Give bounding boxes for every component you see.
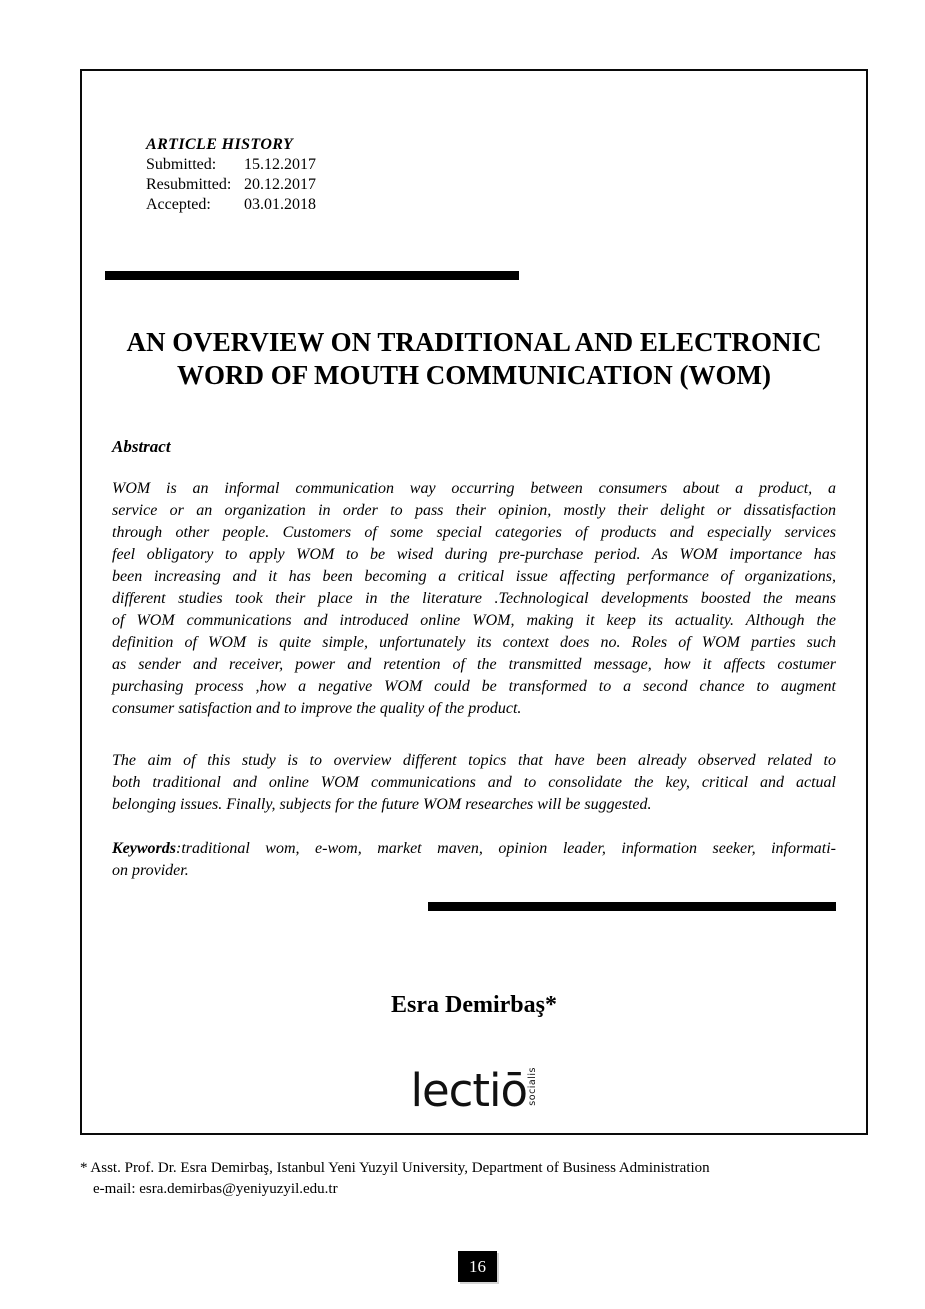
text-line: been increasing and it has been becoming a critical issue affecting performance of organizations,	[112, 568, 836, 585]
submitted-label: Submitted:	[146, 156, 217, 173]
text-line: service or an organization in order to pass their opinion, mostly their delight or dissatisfaction	[112, 502, 836, 519]
footnote-email: e-mail: esra.demirbas@yeniyuzyil.edu.tr	[93, 1181, 338, 1197]
page-number: 16	[469, 1256, 486, 1276]
top-separator-bar	[105, 271, 519, 280]
keywords-label: Keywords	[112, 840, 176, 857]
lectio-socialis-logo	[112, 1061, 836, 1117]
text-line: consumer satisfaction and to improve the quality of the product.	[112, 700, 522, 717]
article-title	[112, 326, 836, 392]
article-history-row-accepted	[146, 195, 836, 215]
text-line: feel obligatory to apply WOM to be wised during pre-purchase period. As WOM importance has	[112, 546, 836, 563]
keywords-line-1	[112, 838, 836, 860]
text-line: as sender and receiver, power and retention of the transmitted message, how it affects costumer	[112, 656, 836, 673]
text-line: through other people. Customers of some special categories of products and especially services	[112, 524, 836, 541]
submitted-date: 15.12.2017	[244, 156, 316, 173]
resubmitted-date: 20.12.2017	[244, 176, 316, 193]
logo-subtext: socialis	[527, 1067, 539, 1106]
text-line: belonging issues. Finally, subjects for the future WOM researches will be suggested.	[112, 796, 652, 813]
text-line: different studies took their place in the literature .Technological developments boosted the means	[112, 590, 836, 607]
bottom-separator-bar	[428, 902, 836, 911]
article-history-row-resubmitted	[146, 175, 836, 195]
author-footnote	[80, 1158, 840, 1200]
text-line: of WOM communications and introduced online WOM, making it keep its actuality. Although the	[112, 612, 836, 629]
abstract-paragraph-2	[112, 750, 836, 816]
footnote-affiliation: * Asst. Prof. Dr. Esra Demirbaş, Istanbul Yeni Yuzyil University, Department of Business Administration	[80, 1160, 710, 1176]
article-history-row-submitted	[146, 155, 836, 175]
text-line: both traditional and online WOM communications and to consolidate the key, critical and actual	[112, 774, 836, 791]
text-line: WOM is an informal communication way occurring between consumers about a product, a	[112, 480, 836, 497]
text-line: definition of WOM is quite simple, unfortunately its context does no. Roles of WOM parties such	[112, 634, 836, 651]
keywords-text: :traditional wom, e-wom, market maven, opinion leader, information seeker, informati-	[176, 840, 836, 857]
accepted-date: 03.01.2018	[244, 196, 316, 213]
keywords-line-2: on provider.	[112, 862, 189, 879]
article-frame	[80, 69, 868, 1135]
page-number-badge	[458, 1251, 497, 1282]
logo-wordmark: lectiō	[410, 1063, 528, 1117]
article-title-line2: WORD OF MOUTH COMMUNICATION (WOM)	[177, 360, 771, 390]
abstract-paragraph-1	[112, 478, 836, 720]
accepted-label: Accepted:	[146, 196, 211, 213]
article-history-heading: ARTICLE HISTORY	[146, 136, 294, 153]
article-title-line1: AN OVERVIEW ON TRADITIONAL AND ELECTRONIC	[126, 327, 822, 357]
keywords-block	[112, 838, 836, 882]
article-history	[146, 135, 836, 215]
author-name: Esra Demirbaş*	[391, 992, 557, 1018]
text-line: purchasing process ,how a negative WOM could be transformed to a second chance to augment	[112, 678, 836, 695]
abstract-heading: Abstract	[112, 437, 171, 456]
resubmitted-label: Resubmitted:	[146, 176, 232, 193]
text-line: The aim of this study is to overview different topics that have been already observed related to	[112, 752, 836, 769]
